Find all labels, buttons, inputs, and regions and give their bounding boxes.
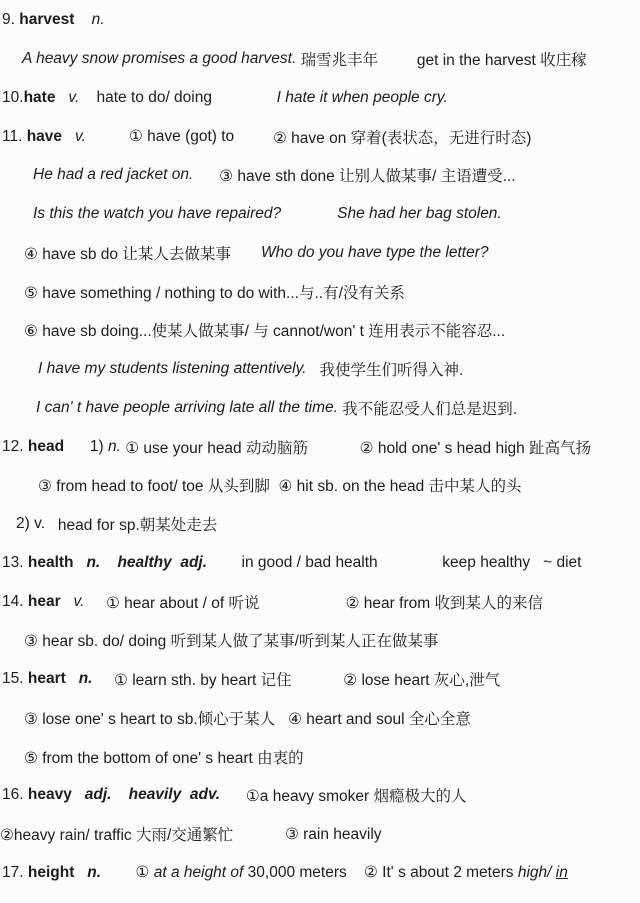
entry-number: 14. (2, 592, 28, 610)
entry-number: 15. (2, 670, 28, 688)
phrase: ⑥ have sb doing...使某人做某事/ 与 cannot/won' t 连用表示不能容忍... (24, 323, 506, 341)
sense-number: 1) (89, 437, 108, 455)
example-sentence: She had her bag stolen. (337, 205, 502, 223)
entry-word: head (27, 437, 65, 455)
phrase: ③ hear sb. do/ doing 听到某人做了某事/听到某人正在做某事 (24, 633, 439, 651)
phrase: get in the harvest 收庄稼 (416, 52, 587, 70)
example-sentence: Is this the watch you have repaired? (33, 205, 282, 223)
vocab-line-23 (0, 854, 640, 893)
phrase: ③ have sth done 让别人做某事/ 主语遭受... (219, 168, 516, 186)
phrase: ② hear from 收到某人的来信 (345, 594, 543, 612)
phrase: ②heavy rain/ traffic 大雨/交通繁忙 (0, 827, 234, 845)
pos-label: adv. (189, 786, 221, 804)
vocab-line-21 (0, 776, 640, 815)
phrase: keep healthy ~ diet (442, 553, 582, 571)
entry-number: 17. (2, 863, 28, 881)
spacer (347, 864, 364, 882)
vocab-line-19 (0, 699, 640, 738)
spacer (74, 864, 87, 882)
entry-word: harvest (19, 11, 75, 29)
spacer (86, 128, 129, 146)
entry-word: heart (27, 670, 66, 688)
phrase: in good / bad health (241, 553, 378, 571)
vocab-line-10 (0, 350, 640, 389)
spacer (100, 554, 117, 572)
spacer (66, 670, 79, 688)
example-sentence: He had a red jacket on. (33, 166, 194, 184)
vocab-line-5 (0, 156, 640, 195)
spacer (92, 670, 114, 688)
spacer (101, 864, 135, 882)
entry-word: healthy (117, 553, 172, 571)
spacer (231, 244, 261, 262)
vocab-line-13 (0, 466, 640, 505)
vocab-line-8 (0, 272, 640, 311)
spacer (233, 825, 285, 843)
vocab-line-14 (0, 505, 640, 544)
spacer (220, 786, 246, 804)
entry-word: hate (23, 88, 56, 106)
pos-label: v. (74, 127, 86, 145)
phrase: ② have on 穿着(表状态，无进行时态) (272, 129, 532, 147)
phrase: ① hear about / of 听说 (105, 594, 260, 612)
example-sentence: I have my students listening attentively. (38, 360, 307, 378)
vocab-line-7 (0, 234, 640, 273)
phrase: ⑤ have something / nothing to do with...与..有/没有关系 (24, 284, 405, 302)
spacer (207, 554, 241, 572)
example-sentence: A heavy snow promises a good harvest. (22, 50, 297, 68)
example-sentence: Who do you have type the letter? (261, 243, 489, 261)
entry-number: 16. (2, 786, 28, 804)
sense-number: 2) v. (16, 515, 45, 533)
spacer (270, 476, 279, 494)
phrase: ① use your head 动动脑筋 (125, 439, 308, 457)
vocab-line-4 (0, 117, 640, 156)
phrase: ①a heavy smoker 烟瘾极大的人 (245, 788, 467, 806)
spacer (45, 515, 58, 533)
vocab-line-18 (0, 660, 640, 699)
entry-number: 10. (2, 88, 24, 106)
entry-number: 12. (2, 437, 28, 455)
entry-word: hear (27, 592, 61, 610)
example-sentence: I hate it when people cry. (276, 88, 448, 106)
entry-word: health (27, 553, 74, 571)
spacer (64, 438, 90, 456)
spacer (307, 360, 320, 378)
vocab-line-20 (0, 737, 640, 776)
entry-word: have (26, 127, 63, 145)
spacer (193, 166, 219, 184)
spacer (79, 89, 96, 107)
phrase: high/ (517, 863, 556, 881)
spacer (74, 554, 87, 572)
phrase: ② hold one' s head high 趾高气扬 (359, 439, 592, 457)
entry-word: height (27, 863, 75, 881)
phrase: ④ have sb do 让某人去做某事 (24, 245, 231, 263)
chinese-translation: 我不能忍受人们总是迟到. (342, 400, 518, 418)
spacer (61, 593, 74, 611)
pos-label: n. (107, 437, 121, 455)
spacer (292, 670, 344, 688)
spacer (62, 128, 75, 146)
vocab-line-15 (0, 544, 640, 583)
entry-number: 13. (2, 553, 28, 571)
spacer (378, 50, 417, 68)
phrase: ① learn sth. by heart 记住 (114, 672, 292, 690)
pos-label: v. (68, 88, 80, 106)
phrase: ④ heart and soul 全心全意 (288, 710, 471, 728)
pos-label: n. (78, 670, 93, 688)
spacer (259, 593, 345, 611)
phrase: ① (135, 864, 154, 882)
chinese-translation: 瑞雪兆丰年 (300, 52, 379, 70)
phrase: ③ rain heavily (284, 825, 382, 843)
phrase: ③ lose one' s heart to sb.倾心于某人 (24, 710, 276, 728)
phrase: ② It' s about 2 meters (363, 864, 518, 882)
spacer (72, 786, 85, 804)
spacer (74, 11, 91, 29)
pos-label: v. (73, 592, 85, 610)
phrase: ⑤ from the bottom of one' s heart 由衷的 (24, 749, 304, 767)
phrase: ③ from head to foot/ toe 从头到脚 (38, 478, 270, 496)
phrase: at a height of (153, 863, 244, 881)
spacer (275, 709, 288, 727)
phrase: head for sp.朝某处走去 (57, 517, 218, 535)
spacer (212, 89, 277, 107)
phrase: ① have (got) to (128, 128, 235, 146)
vocab-line-16 (0, 582, 640, 621)
vocab-line-22 (0, 815, 640, 854)
chinese-translation: 我使学生们听得入神. (319, 362, 464, 380)
pos-label: adj. (84, 786, 112, 804)
spacer (181, 786, 190, 804)
vocab-line-2 (0, 40, 640, 79)
vocab-line-17 (0, 621, 640, 660)
spacer (378, 554, 443, 572)
pos-label: n. (87, 863, 102, 881)
vocab-line-11 (0, 389, 640, 428)
phrase: 30,000 meters (243, 863, 347, 881)
vocab-line-3 (0, 79, 640, 118)
vocab-line-9 (0, 311, 640, 350)
entry-word: heavily (128, 786, 182, 804)
spacer (111, 786, 128, 804)
spacer (281, 205, 337, 223)
vocab-line-12 (0, 427, 640, 466)
spacer (308, 438, 360, 456)
entry-number: 11. (2, 127, 27, 145)
pos-label: n. (91, 11, 105, 29)
spacer (234, 128, 273, 146)
spacer (172, 554, 181, 572)
phrase: hate to do/ doing (96, 88, 212, 106)
example-sentence: I can' t have people arriving late all the time. (36, 398, 338, 416)
pos-label: adj. (180, 553, 208, 571)
phrase: ② lose heart 灰心,泄气 (343, 672, 501, 690)
spacer (84, 593, 106, 611)
phrase: ④ hit sb. on the head 击中某人的头 (278, 478, 522, 496)
spacer (55, 89, 68, 107)
vocab-line-6 (0, 195, 640, 234)
entry-word: heavy (27, 786, 72, 804)
phrase: in (555, 863, 568, 881)
vocab-line-1 (0, 1, 640, 40)
pos-label: n. (86, 553, 101, 571)
entry-number: 9. (2, 11, 20, 29)
